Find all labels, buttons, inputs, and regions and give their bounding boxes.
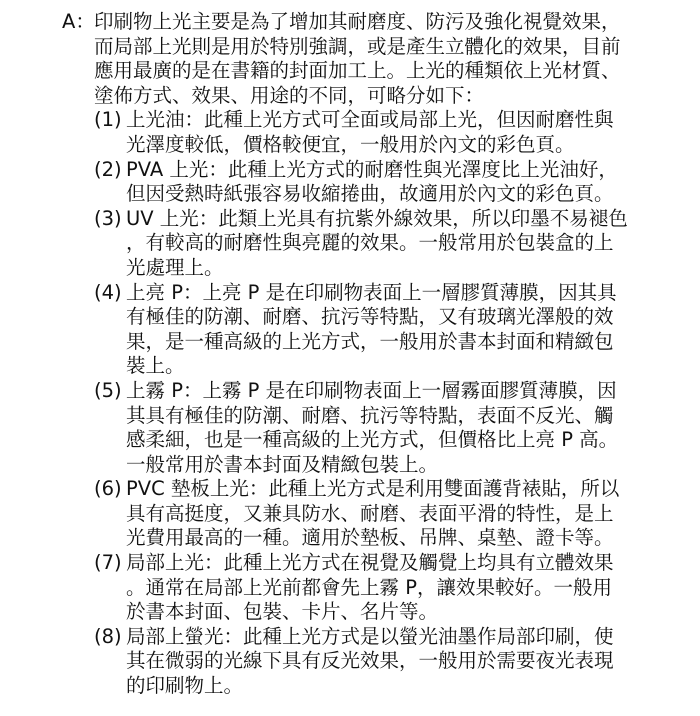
item-line: 有極佳的防潮、耐磨、抗污等特點，又有玻璃光澤般的效 [126,305,614,329]
item-body [126,477,694,551]
list-item [94,158,694,207]
item-line: PVA 上光：此種上光方式的耐磨性與光澤度比上光油好， [126,157,618,181]
item-body [126,625,694,699]
list-item [94,477,694,551]
item-line: 於書本封面、包裝、卡片、名片等。 [126,600,439,624]
item-line: ，有較高的耐磨性與亮麗的效果。一般常用於包裝盒的上 [126,231,614,255]
list-item [94,281,694,379]
item-line: 感柔細，也是一種高級的上光方式，但價格比上亮 P 高。 [126,428,619,452]
item-line: 的印刷物上。 [126,674,244,698]
item-line: 光澤度較低，價格較便宜，一般用於內文的彩色頁。 [126,132,575,156]
item-number: (8) [94,624,122,648]
item-line: 一般常用於書本封面及精緻包裝上。 [126,452,439,476]
item-line: UV 上光：此類上光具有抗紫外線效果，所以印墨不易褪色 [126,206,628,230]
item-line: 。通常在局部上光前都會先上霧 P，讓效果較好。一般用 [126,575,612,599]
item-list [94,108,694,698]
item-body [126,551,694,625]
item-line: 裝上。 [126,354,185,378]
item-body [126,281,694,379]
item-line: 光處理上。 [126,255,224,279]
item-line: 上亮 P：上亮 P 是在印刷物表面上一層膠質薄膜，因其具 [126,280,617,304]
item-line: 上霧 P：上霧 P 是在印刷物表面上一層霧面膠質薄膜，因 [126,378,617,402]
item-body [126,158,694,207]
answer-content [94,10,621,108]
item-line: 上光油：此種上光方式可全面或局部上光，但因耐磨性與 [126,108,614,132]
intro-paragraph [94,10,621,108]
item-number: (1) [94,108,122,132]
item-line: 具有高挺度，又兼具防水、耐磨、表面平滑的特性，是上 [126,501,614,525]
item-line: 其具有極佳的防潮、耐磨、抗污等特點，表面不反光、觸 [126,403,614,427]
list-item [94,207,694,281]
item-body [126,379,694,477]
item-number: (4) [94,280,122,304]
answer-label: A： [62,10,95,33]
intro-line: 塗佈方式、效果、用途的不同，可略分如下： [94,83,485,107]
list-item [94,108,694,157]
intro-line: 而局部上光則是用於特別強調，或是產生立體化的效果，目前 [94,34,621,58]
intro-line: 應用最廣的是在書籍的封面加工上。上光的種類依上光材質、 [94,59,621,83]
answer-block [62,10,672,108]
item-line: 果，是一種高級的上光方式，一般用於書本封面和精緻包 [126,329,614,353]
item-number: (3) [94,206,122,230]
item-number: (6) [94,477,122,501]
item-body [126,108,694,157]
item-number: (7) [94,551,122,575]
item-body [126,207,694,281]
list-item [94,551,694,625]
item-line: 但因受熱時紙張容易收縮捲曲，故適用於內文的彩色頁。 [126,182,614,206]
list-item [94,625,694,699]
item-number: (5) [94,378,122,402]
list-item [94,379,694,477]
item-line: 局部上光：此種上光方式在視覺及觸覺上均具有立體效果 [126,551,614,575]
item-line: PVC 墊板上光：此種上光方式是利用雙面護背裱貼，所以 [126,477,620,501]
item-line: 其在微弱的光線下具有反光效果，一般用於需要夜光表現 [126,649,614,673]
item-line: 局部上螢光：此種上光方式是以螢光油墨作局部印刷，使 [126,624,614,648]
intro-line: 印刷物上光主要是為了增加其耐磨度、防污及強化視覺效果， [94,10,621,33]
item-number: (2) [94,157,122,181]
item-line: 光費用最高的一種。適用於墊板、吊牌、桌墊、證卡等。 [126,526,614,550]
